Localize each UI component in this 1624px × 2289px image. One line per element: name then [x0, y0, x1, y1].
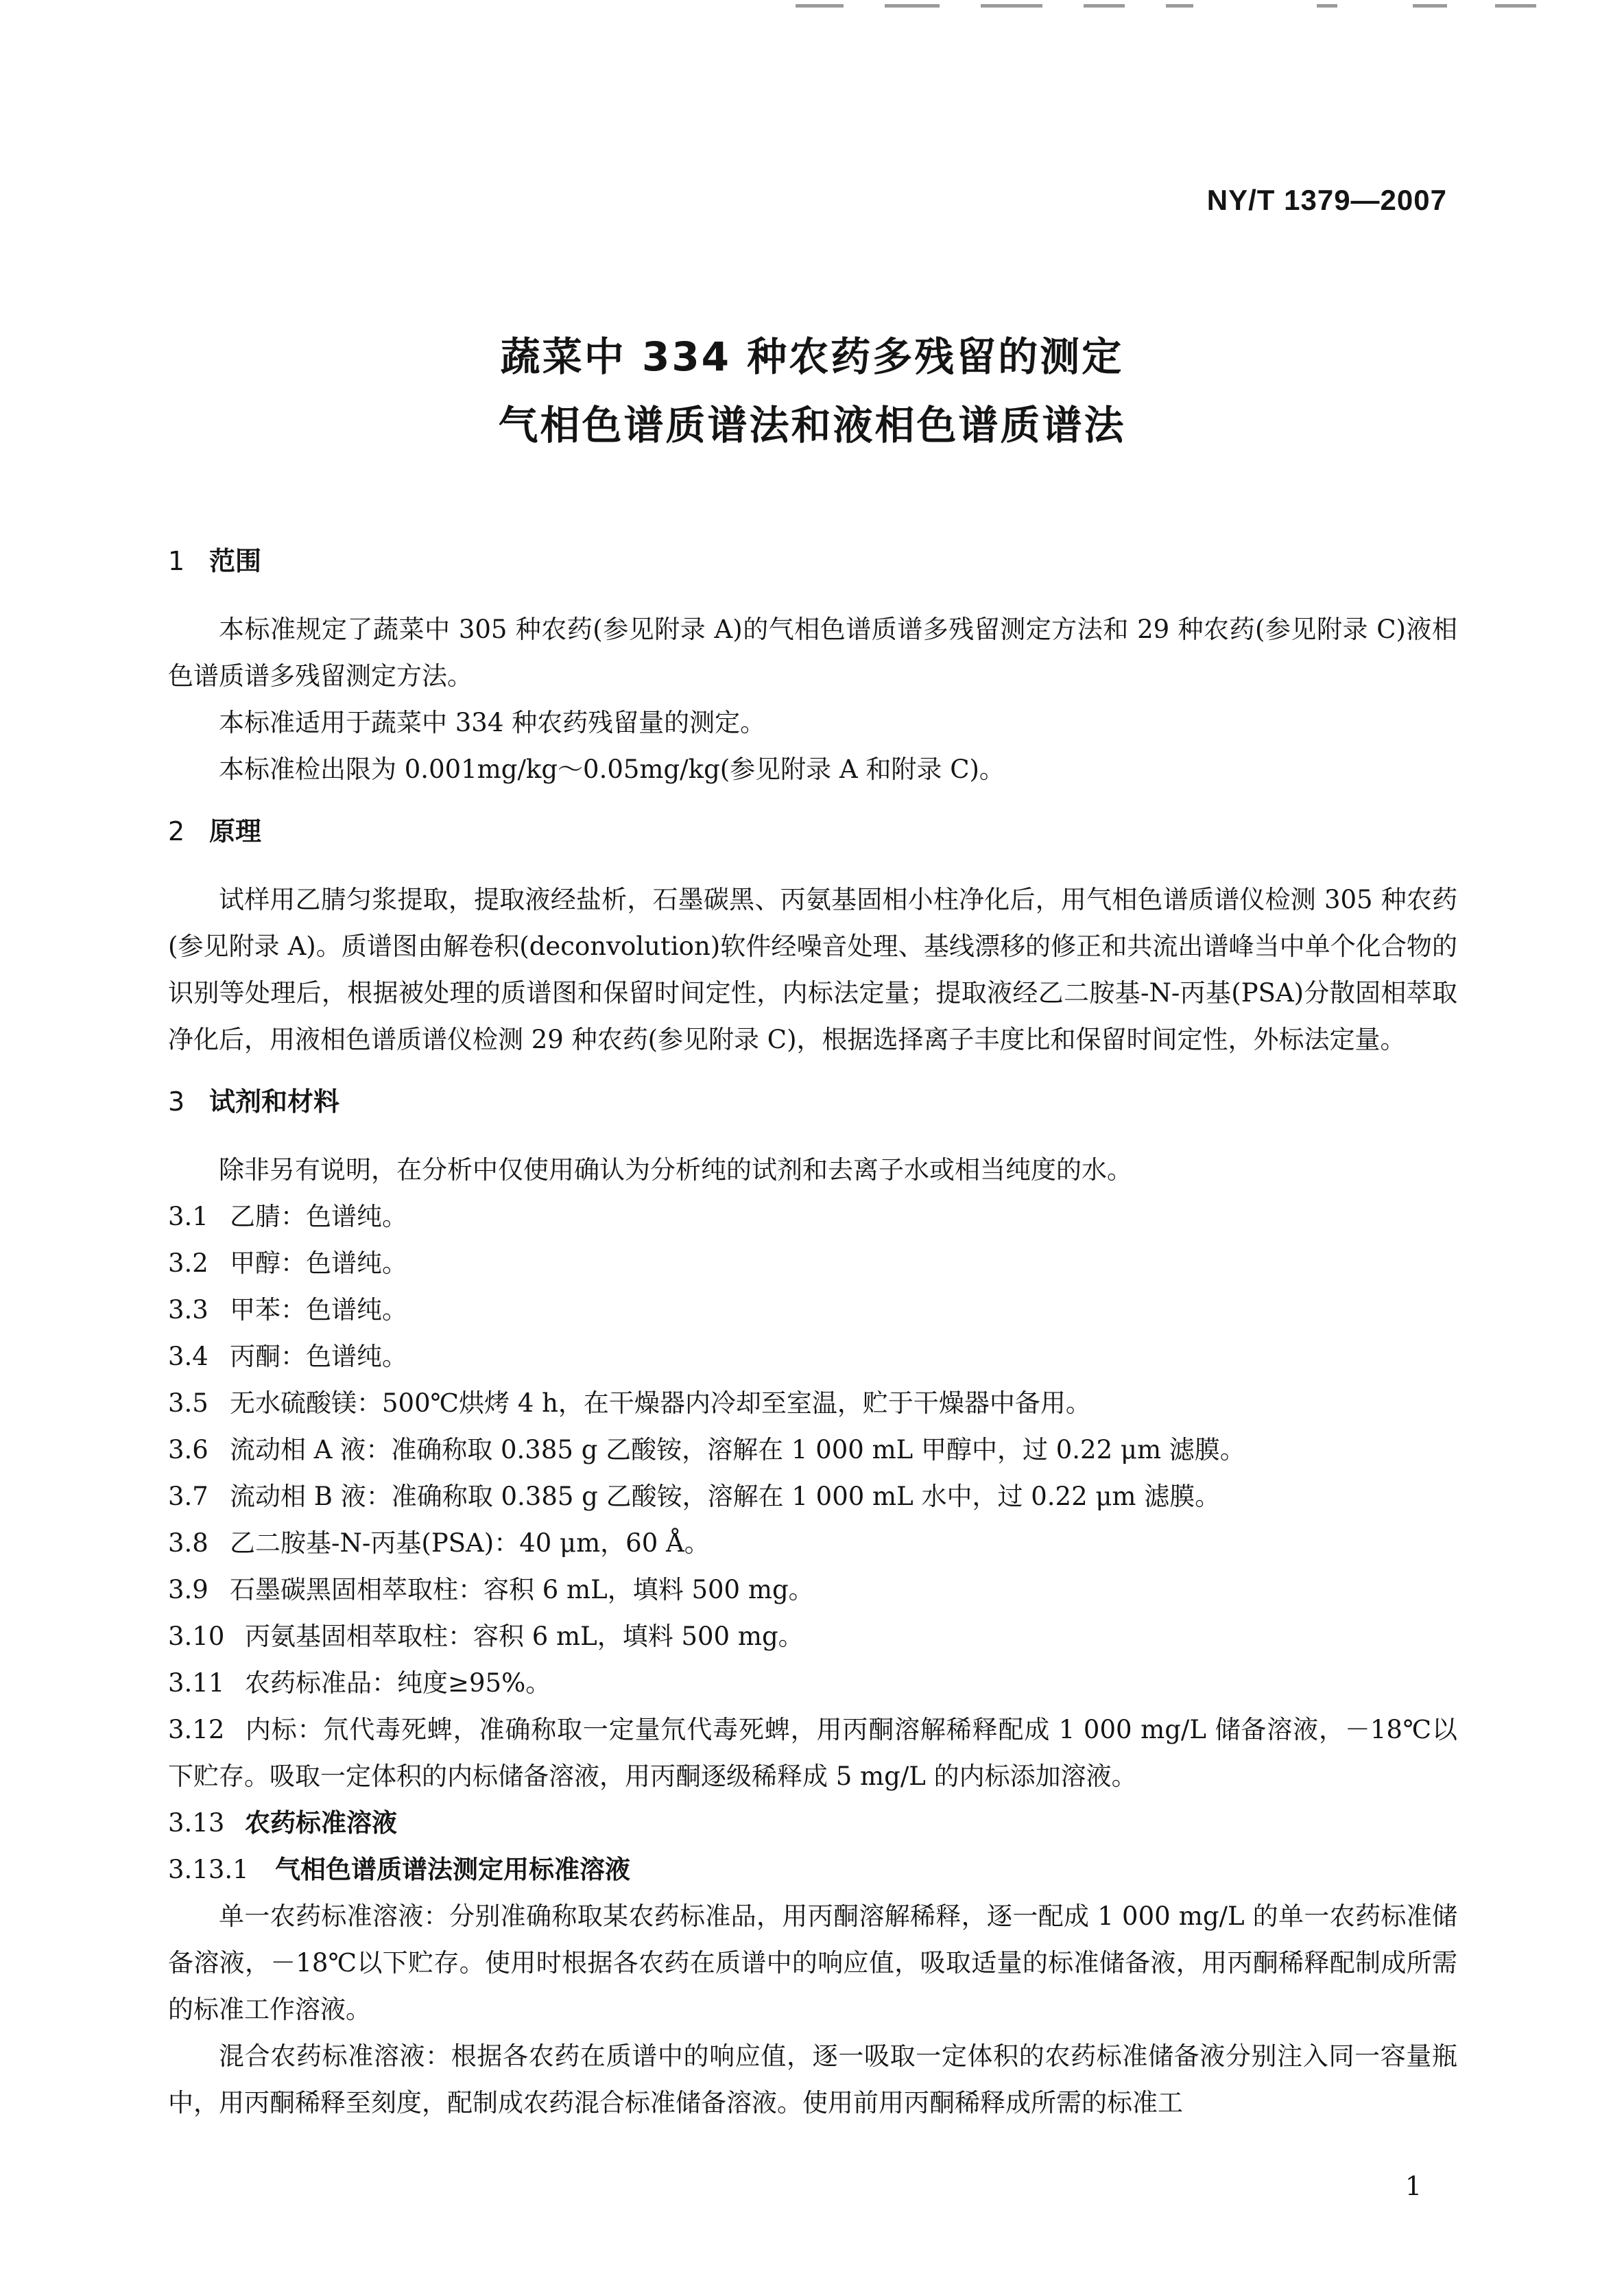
item-text: 石墨碳黑固相萃取柱：容积 6 mL，填料 500 mg。 [230, 1575, 814, 1604]
document-title [0, 322, 1624, 460]
subsection-3-13-heading [168, 1800, 1457, 1847]
item-text: 甲醇：色谱纯。 [230, 1248, 407, 1278]
list-item [168, 1660, 1457, 1707]
title-line-2: 气相色谱质谱法和液相色谱质谱法 [498, 402, 1126, 449]
section-number: 2 [168, 816, 185, 846]
item-number: 3.5 [168, 1388, 208, 1418]
section-2-heading [168, 805, 1457, 874]
list-item [168, 1567, 1457, 1613]
standard-number: NY/T 1379—2007 [1206, 184, 1447, 216]
item-number: 3.11 [168, 1668, 225, 1698]
paragraph: 试样用乙腈匀浆提取，提取液经盐析，石墨碳黑、丙氨基固相小柱净化后，用气相色谱质谱仪检测 305 种农药(参见附录 A)。质谱图由解卷积(deconvolution)软件经噪音处理、基线漂移的修正和共流出谱峰当中单个化合物的识别等处理后，根据被处理的质谱图和保留时间定性，内标法定量；提取液经乙二胺基-N-丙基(PSA)分散固相萃取净化后，用液相色谱质谱仪检测 29 种农药(参见附录 C)，根据选择离子丰度比和保留时间定性，外标法定量。 [168, 885, 1457, 1054]
subsection-label: 气相色谱质谱法测定用标准溶液 [275, 1855, 630, 1884]
item-text: 内标：氘代毒死蜱，准确称取一定量氘代毒死蜱，用丙酮溶解稀释配成 1 000 mg/L 储备溶液，－18℃以下贮存。吸取一定体积的内标储备溶液，用丙酮逐级稀释成 5 mg/L 的内标添加溶液。 [168, 1715, 1457, 1791]
paragraph: 本标准规定了蔬菜中 305 种农药(参见附录 A)的气相色谱质谱多残留测定方法和 29 种农药(参见附录 C)液相色谱质谱多残留测定方法。 [168, 615, 1457, 691]
item-number: 3.10 [168, 1622, 225, 1651]
paragraph: 混合农药标准溶液：根据各农药在质谱中的响应值，逐一吸取一定体积的农药标准储备液分别注入同一容量瓶中，用丙酮稀释至刻度，配制成农药混合标准储备溶液。使用前用丙酮稀释成所需的标准工 [168, 2041, 1457, 2118]
item-text: 乙二胺基-N-丙基(PSA)：40 μm，60 Å。 [230, 1528, 710, 1558]
item-text: 流动相 A 液：准确称取 0.385 g 乙酸铵，溶解在 1 000 mL 甲醇中，过 0.22 μm 滤膜。 [230, 1435, 1245, 1464]
item-number: 3.3 [168, 1295, 208, 1325]
item-number: 3.12 [168, 1715, 225, 1744]
document-body [168, 535, 1457, 2126]
list-item [168, 1707, 1457, 1800]
section-number: 3 [168, 1087, 185, 1117]
list-item [168, 1473, 1457, 1520]
item-text: 农药标准品：纯度≥95%。 [245, 1668, 551, 1698]
item-text: 丙酮：色谱纯。 [230, 1342, 407, 1371]
item-number: 3.8 [168, 1528, 208, 1558]
list-item [168, 1613, 1457, 1660]
item-number: 3.6 [168, 1435, 208, 1464]
list-item [168, 1380, 1457, 1427]
subsection-number: 3.13 [168, 1808, 225, 1838]
paragraph: 单一农药标准溶液：分别准确称取某农药标准品，用丙酮溶解稀释，逐一配成 1 000 mg/L 的单一农药标准储备溶液，－18℃以下贮存。使用时根据各农药在质谱中的响应值，吸取适量的标准储备液，用丙酮稀释配制成所需的标准工作溶液。 [168, 1901, 1457, 2024]
section-number: 1 [168, 546, 185, 576]
section-3-heading [168, 1076, 1457, 1144]
item-number: 3.9 [168, 1575, 208, 1604]
section-label: 试剂和材料 [209, 1087, 340, 1117]
section-label: 原理 [209, 816, 262, 846]
paragraph: 本标准检出限为 0.001mg/kg～0.05mg/kg(参见附录 A 和附录 C)。 [219, 755, 1005, 784]
section-1-heading [168, 535, 1457, 604]
list-item [168, 1427, 1457, 1473]
item-number: 3.1 [168, 1202, 208, 1231]
item-number: 3.2 [168, 1248, 208, 1278]
item-text: 甲苯：色谱纯。 [230, 1295, 407, 1325]
scan-edge-marks [754, 0, 1624, 14]
item-number: 3.7 [168, 1482, 208, 1511]
paragraph: 本标准适用于蔬菜中 334 种农药残留量的测定。 [219, 708, 766, 737]
title-line-1: 蔬菜中 334 种农药多残留的测定 [500, 333, 1124, 380]
item-number: 3.4 [168, 1342, 208, 1371]
item-text: 乙腈：色谱纯。 [230, 1202, 407, 1231]
subsection-3-13-1-heading [168, 1847, 1457, 1893]
list-item [168, 1287, 1457, 1333]
item-text: 流动相 B 液：准确称取 0.385 g 乙酸铵，溶解在 1 000 mL 水中，过 0.22 μm 滤膜。 [230, 1482, 1221, 1511]
item-text: 丙氨基固相萃取柱：容积 6 mL，填料 500 mg。 [245, 1622, 804, 1651]
section-label: 范围 [209, 546, 262, 576]
list-item [168, 1194, 1457, 1240]
list-item [168, 1240, 1457, 1287]
list-item [168, 1520, 1457, 1567]
paragraph: 除非另有说明，在分析中仅使用确认为分析纯的试剂和去离子水或相当纯度的水。 [219, 1155, 1132, 1185]
subsection-label: 农药标准溶液 [245, 1808, 397, 1838]
page-number: 1 [1405, 2171, 1422, 2201]
item-text: 无水硫酸镁：500℃烘烤 4 h，在干燥器内冷却至室温，贮于干燥器中备用。 [230, 1388, 1091, 1418]
subsection-number: 3.13.1 [168, 1855, 249, 1884]
list-item [168, 1333, 1457, 1380]
